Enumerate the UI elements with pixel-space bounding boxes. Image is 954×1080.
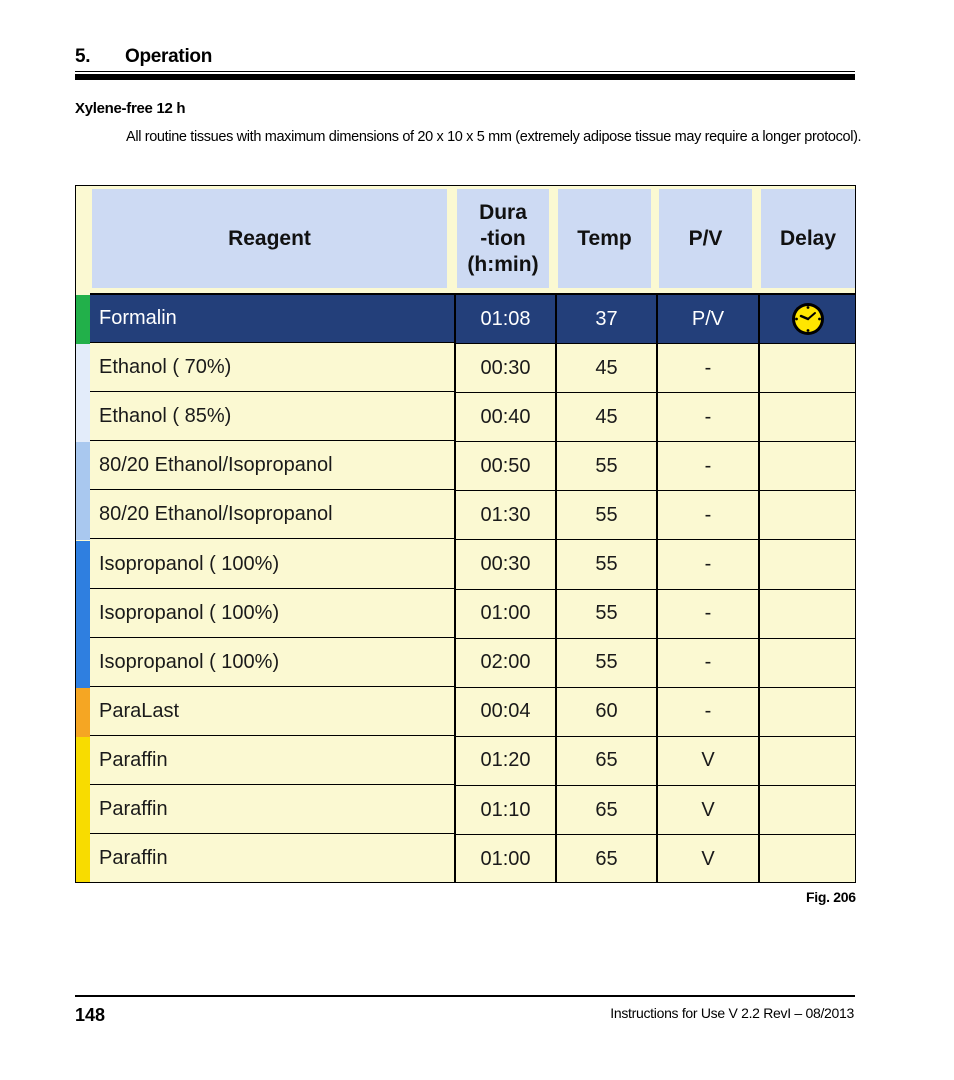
reagent-group-stripe — [76, 737, 90, 786]
duration-cell: 00:04 — [456, 688, 555, 737]
figure-label: Fig. 206 — [806, 889, 856, 905]
delay-cell — [760, 393, 855, 442]
pv-cell: P/V — [658, 295, 758, 344]
table-row[interactable] — [76, 737, 855, 786]
reagent-group-stripe — [76, 344, 90, 393]
footer-text: Instructions for Use V 2.2 RevI – 08/2013 — [610, 1005, 854, 1021]
delay-cell — [760, 295, 855, 344]
pv-cell: V — [658, 835, 758, 883]
duration-cell: 01:00 — [456, 590, 555, 639]
reagent-group-stripe — [76, 688, 90, 737]
table-row[interactable] — [76, 491, 855, 540]
reagent-cell: Paraffin — [90, 737, 454, 785]
footer-rule — [75, 995, 855, 997]
duration-cell: 00:50 — [456, 442, 555, 491]
pv-cell: - — [658, 639, 758, 688]
reagent-group-stripe — [76, 541, 90, 590]
reagent-cell: ParaLast — [90, 688, 454, 736]
column-divider — [758, 294, 760, 882]
temp-cell: 45 — [557, 393, 656, 442]
temp-cell: 45 — [557, 344, 656, 393]
temp-cell: 55 — [557, 639, 656, 688]
delay-cell — [760, 835, 855, 883]
duration-cell: 00:30 — [456, 541, 555, 590]
reagent-cell: Ethanol ( 85%) — [90, 393, 454, 441]
reagent-cell: Ethanol ( 70%) — [90, 344, 454, 392]
duration-cell: 01:30 — [456, 491, 555, 540]
reagent-cell: Formalin — [90, 295, 454, 343]
table-row[interactable] — [76, 344, 855, 393]
table-row[interactable] — [76, 541, 855, 590]
header-temp[interactable]: Temp — [558, 189, 651, 288]
column-divider — [454, 294, 456, 882]
protocol-title: Xylene-free 12 h — [75, 100, 186, 117]
reagent-group-stripe — [76, 491, 90, 540]
delay-cell — [760, 786, 855, 835]
reagent-group-stripe — [76, 835, 90, 883]
table-row[interactable] — [76, 393, 855, 442]
table-row[interactable] — [76, 835, 855, 883]
reagent-group-stripe — [76, 639, 90, 688]
column-divider — [555, 294, 557, 882]
delay-cell — [760, 344, 855, 393]
reagent-cell: Paraffin — [90, 786, 454, 834]
delay-cell — [760, 737, 855, 786]
header-duration[interactable]: Dura -tion (h:min) — [457, 189, 549, 288]
reagent-cell: Isopropanol ( 100%) — [90, 541, 454, 589]
duration-cell: 01:10 — [456, 786, 555, 835]
column-divider — [656, 294, 658, 882]
delay-cell — [760, 541, 855, 590]
protocol-table — [75, 185, 856, 883]
reagent-group-stripe — [76, 295, 90, 344]
delay-cell — [760, 442, 855, 491]
pv-cell: V — [658, 737, 758, 786]
duration-cell: 00:30 — [456, 344, 555, 393]
reagent-cell: 80/20 Ethanol/Isopropanol — [90, 442, 454, 490]
duration-cell: 01:00 — [456, 835, 555, 883]
temp-cell: 65 — [557, 786, 656, 835]
pv-cell: - — [658, 491, 758, 540]
pv-cell: - — [658, 688, 758, 737]
reagent-group-stripe — [76, 442, 90, 491]
duration-cell: 02:00 — [456, 639, 555, 688]
reagent-group-stripe — [76, 590, 90, 639]
table-row[interactable] — [76, 688, 855, 737]
reagent-cell: Isopropanol ( 100%) — [90, 639, 454, 687]
page-number: 148 — [75, 1005, 106, 1025]
delay-cell — [760, 639, 855, 688]
header-rule-thick — [75, 74, 855, 80]
delay-cell — [760, 491, 855, 540]
section-title: Operation — [125, 46, 213, 67]
pv-cell: - — [658, 344, 758, 393]
temp-cell: 55 — [557, 590, 656, 639]
pv-cell: - — [658, 541, 758, 590]
temp-cell: 60 — [557, 688, 656, 737]
temp-cell: 55 — [557, 541, 656, 590]
temp-cell: 55 — [557, 491, 656, 540]
temp-cell: 65 — [557, 737, 656, 786]
pv-cell: V — [658, 786, 758, 835]
table-row[interactable] — [76, 590, 855, 639]
header-delay[interactable]: Delay — [761, 189, 855, 288]
duration-cell: 01:08 — [456, 295, 555, 344]
duration-cell: 00:40 — [456, 393, 555, 442]
table-row[interactable] — [76, 442, 855, 491]
table-row[interactable] — [76, 295, 855, 344]
reagent-group-stripe — [76, 786, 90, 835]
reagent-cell: 80/20 Ethanol/Isopropanol — [90, 491, 454, 539]
pv-cell: - — [658, 590, 758, 639]
header-reagent[interactable]: Reagent — [92, 189, 447, 288]
section-number: 5. — [75, 46, 91, 67]
pv-cell: - — [658, 442, 758, 491]
clock-icon[interactable] — [790, 301, 826, 337]
table-row[interactable] — [76, 786, 855, 835]
duration-cell: 01:20 — [456, 737, 555, 786]
delay-cell — [760, 688, 855, 737]
reagent-group-stripe — [76, 393, 90, 442]
temp-cell: 65 — [557, 835, 656, 883]
temp-cell: 55 — [557, 442, 656, 491]
delay-cell — [760, 590, 855, 639]
table-row[interactable] — [76, 639, 855, 688]
header-rule-thin — [75, 71, 855, 72]
section-header — [75, 46, 855, 68]
reagent-cell: Paraffin — [90, 835, 454, 883]
header-pv[interactable]: P/V — [659, 189, 752, 288]
temp-cell: 37 — [557, 295, 656, 344]
reagent-cell: Isopropanol ( 100%) — [90, 590, 454, 638]
protocol-description: All routine tissues with maximum dimensions of 20 x 10 x 5 mm (extremely adipose tissue may require a longer protocol). — [126, 129, 862, 145]
pv-cell: - — [658, 393, 758, 442]
